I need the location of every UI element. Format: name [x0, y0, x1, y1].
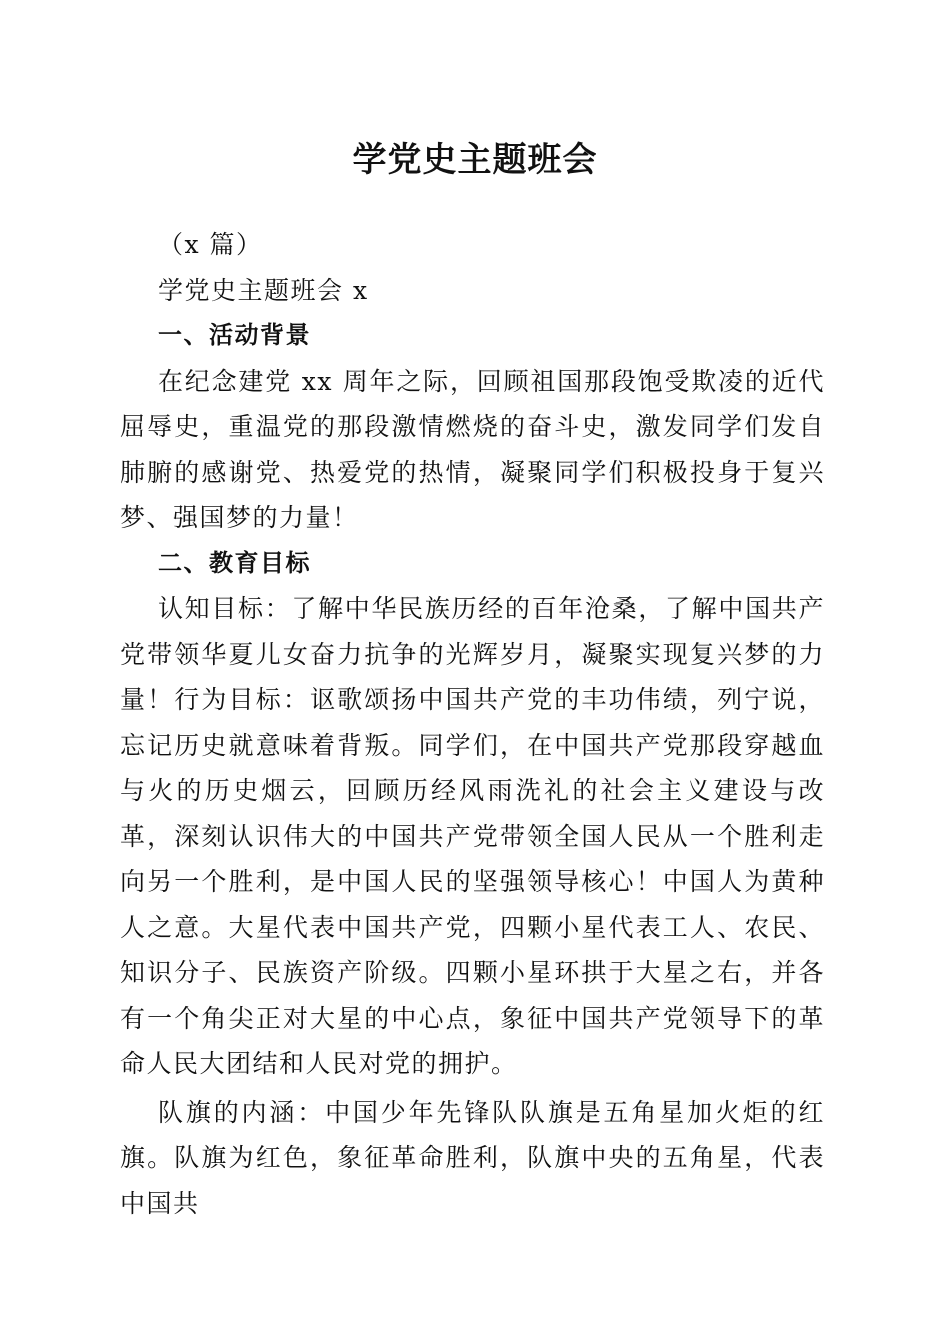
section-heading-background: 一、活动背景: [158, 321, 311, 349]
document-title: 学党史主题班会: [352, 140, 598, 180]
section-paragraph-background: 在纪念建党 xx 周年之际，回顾祖国那段饱受欺凌的近代屈辱史，重温党的那段激情燃烧的奋斗史，激发同学们发自肺腑的感谢党、热爱党的热情，凝聚同学们积极投身于复兴梦、强国梦的力量！: [120, 366, 825, 532]
section-paragraph-flag: 队旗的内涵：中国少年先锋队队旗是五角星加火炬的红旗。队旗为红色，象征革命胜利，队旗中央的五角星，代表中国共: [120, 1097, 825, 1218]
subtitle-line: 学党史主题班会 x: [158, 275, 369, 305]
section-paragraph-goals: 认知目标：了解中华民族历经的百年沧桑，了解中国共产党带领华夏儿女奋力抗争的光辉岁月，凝聚实现复兴梦的力量！行为目标：讴歌颂扬中国共产党的丰功伟绩，列宁说，忘记历史就意味着背叛。同学们，在中国共产党那段穿越血与火的历史烟云，回顾历经风雨洗礼的社会主义建设与改革，深刻认识伟大的中国共产党带领全国人民从一个胜利走向另一个胜利，是中国人民的坚强领导核心！中国人为黄种人之意。大星代表中国共产党，四颗小星代表工人、农民、知识分子、民族资产阶级。四颗小星环拱于大星之右，并各有一个角尖正对大星的中心点，象征中国共产党领导下的革命人民大团结和人民对党的拥护。: [120, 594, 825, 1078]
subtitle: （x 篇）: [158, 230, 263, 259]
section-heading-goals: 二、教育目标: [158, 548, 311, 577]
document-body: [120, 222, 825, 1226]
